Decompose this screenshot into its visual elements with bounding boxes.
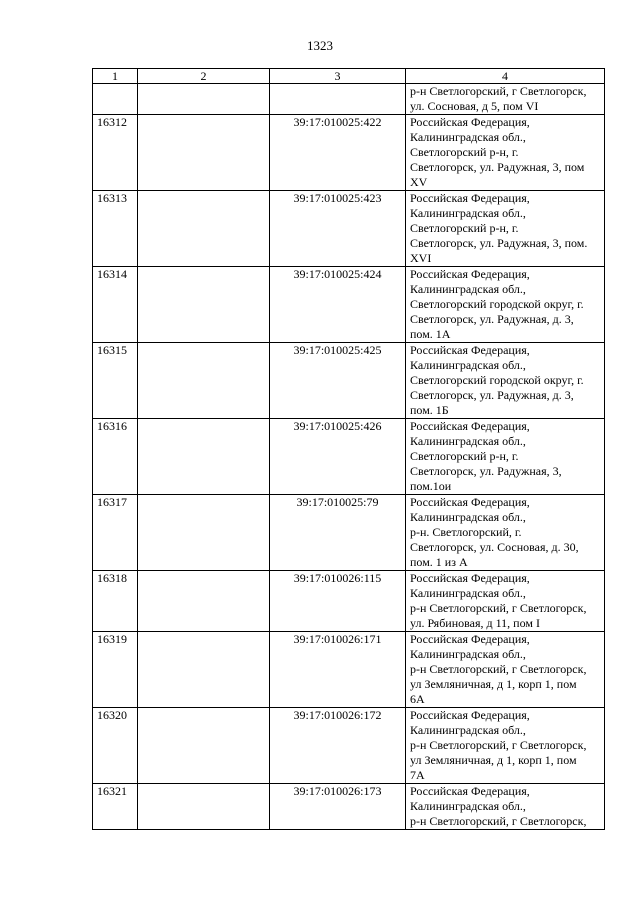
address-line: Калининградская обл., <box>410 206 526 220</box>
address-line: Российская Федерация, <box>410 267 530 281</box>
address-line: Российская Федерация, <box>410 495 530 509</box>
table-row <box>93 267 605 343</box>
address-cell <box>406 115 605 191</box>
address-line: ул Земляничная, д 1, корп 1, пом <box>410 677 577 691</box>
row-number-cell: 16314 <box>93 267 138 343</box>
address-line: ул Земляничная, д 1, корп 1, пом <box>410 753 577 767</box>
cadastral-number-cell: 39:17:010026:171 <box>270 632 406 708</box>
table-row <box>93 115 605 191</box>
address-line: Светлогорск, ул. Радужная, д. 3, <box>410 388 574 402</box>
cadastral-number-cell: 39:17:010026:115 <box>270 571 406 632</box>
address-line: р-н Светлогорский, г Светлогорск, <box>410 814 587 828</box>
address-line: Российская Федерация, <box>410 632 530 646</box>
row-number-cell: 16317 <box>93 495 138 571</box>
column-2-cell <box>138 115 270 191</box>
address-line: пом.1ои <box>410 479 452 493</box>
address-cell <box>406 784 605 830</box>
address-cell <box>406 343 605 419</box>
address-line: Российская Федерация, <box>410 784 530 798</box>
address-line: Калининградская обл., <box>410 510 526 524</box>
address-line: Калининградская обл., <box>410 799 526 813</box>
address-line: XVI <box>410 251 432 265</box>
address-line: пом. 1А <box>410 327 451 341</box>
cadastral-number-cell: 39:17:010026:173 <box>270 784 406 830</box>
address-line: Светлогорск, ул. Радужная, 3, <box>410 464 562 478</box>
address-line: Калининградская обл., <box>410 647 526 661</box>
row-number-cell: 16321 <box>93 784 138 830</box>
table-row <box>93 495 605 571</box>
table-row <box>93 632 605 708</box>
address-line: Светлогорский городской округ, г. <box>410 373 584 387</box>
cadastral-number-cell: 39:17:010025:426 <box>270 419 406 495</box>
address-cell <box>406 708 605 784</box>
address-line: Российская Федерация, <box>410 419 530 433</box>
address-cell <box>406 495 605 571</box>
column-header-2: 2 <box>138 69 270 84</box>
address-line: Российская Федерация, <box>410 343 530 357</box>
address-line: р-н Светлогорский, г Светлогорск, <box>410 662 587 676</box>
address-line: р-н Светлогорский, г Светлогорск, <box>410 601 587 615</box>
table-row <box>93 784 605 830</box>
address-line: Российская Федерация, <box>410 115 530 129</box>
column-2-cell <box>138 632 270 708</box>
column-2-cell <box>138 419 270 495</box>
address-cell <box>406 84 605 115</box>
column-2-cell <box>138 267 270 343</box>
column-header-1: 1 <box>93 69 138 84</box>
address-cell <box>406 419 605 495</box>
address-line: Светлогорский городской округ, г. <box>410 297 584 311</box>
address-line: Калининградская обл., <box>410 282 526 296</box>
table-row <box>93 571 605 632</box>
column-2-cell <box>138 495 270 571</box>
column-header-3: 3 <box>270 69 406 84</box>
address-line: Светлогорск, ул. Радужная, д. 3, <box>410 312 574 326</box>
address-line: Российская Федерация, <box>410 191 530 205</box>
address-line: Калининградская обл., <box>410 434 526 448</box>
address-line: 7А <box>410 768 425 782</box>
registry-table <box>92 68 605 830</box>
cadastral-number-cell <box>270 84 406 115</box>
table-row <box>93 708 605 784</box>
address-line: ул. Сосновая, д 5, пом VI <box>410 99 539 113</box>
row-number-cell: 16313 <box>93 191 138 267</box>
address-cell <box>406 571 605 632</box>
address-line: Калининградская обл., <box>410 358 526 372</box>
address-line: р-н. Светлогорский, г. <box>410 525 522 539</box>
column-2-cell <box>138 708 270 784</box>
column-2-cell <box>138 343 270 419</box>
address-line: Калининградская обл., <box>410 586 526 600</box>
table-row <box>93 84 605 115</box>
address-cell <box>406 267 605 343</box>
address-line: 6А <box>410 692 425 706</box>
address-line: Светлогорский р-н, г. <box>410 145 519 159</box>
cadastral-number-cell: 39:17:010026:172 <box>270 708 406 784</box>
address-cell <box>406 191 605 267</box>
cadastral-number-cell: 39:17:010025:423 <box>270 191 406 267</box>
table-row <box>93 343 605 419</box>
column-2-cell <box>138 784 270 830</box>
address-line: р-н Светлогорский, г Светлогорск, <box>410 84 587 98</box>
address-line: пом. 1 из А <box>410 555 468 569</box>
address-line: Светлогорск, ул. Радужная, 3, пом <box>410 160 585 174</box>
column-2-cell <box>138 191 270 267</box>
cadastral-number-cell: 39:17:010025:425 <box>270 343 406 419</box>
cadastral-number-cell: 39:17:010025:424 <box>270 267 406 343</box>
table-row <box>93 419 605 495</box>
row-number-cell: 16320 <box>93 708 138 784</box>
address-line: XV <box>410 175 428 189</box>
address-cell <box>406 632 605 708</box>
cadastral-number-cell: 39:17:010025:422 <box>270 115 406 191</box>
address-line: Российская Федерация, <box>410 571 530 585</box>
column-header-4: 4 <box>406 69 605 84</box>
row-number-cell: 16312 <box>93 115 138 191</box>
table-row <box>93 191 605 267</box>
address-line: Светлогорск, ул. Сосновая, д. 30, <box>410 540 579 554</box>
address-line: Калининградская обл., <box>410 130 526 144</box>
header-row <box>93 69 605 84</box>
table-body <box>93 84 605 830</box>
address-line: р-н Светлогорский, г Светлогорск, <box>410 738 587 752</box>
address-line: Светлогорский р-н, г. <box>410 221 519 235</box>
address-line: Калининградская обл., <box>410 723 526 737</box>
address-line: Российская Федерация, <box>410 708 530 722</box>
address-line: ул. Рябиновая, д 11, пом I <box>410 616 540 630</box>
address-line: пом. 1Б <box>410 403 449 417</box>
cadastral-number-cell: 39:17:010025:79 <box>270 495 406 571</box>
row-number-cell: 16319 <box>93 632 138 708</box>
address-line: Светлогорск, ул. Радужная, 3, пом. <box>410 236 588 250</box>
row-number-cell <box>93 84 138 115</box>
row-number-cell: 16315 <box>93 343 138 419</box>
column-2-cell <box>138 84 270 115</box>
address-line: Светлогорский р-н, г. <box>410 449 519 463</box>
column-2-cell <box>138 571 270 632</box>
row-number-cell: 16316 <box>93 419 138 495</box>
page-number: 1323 <box>307 38 333 53</box>
row-number-cell: 16318 <box>93 571 138 632</box>
